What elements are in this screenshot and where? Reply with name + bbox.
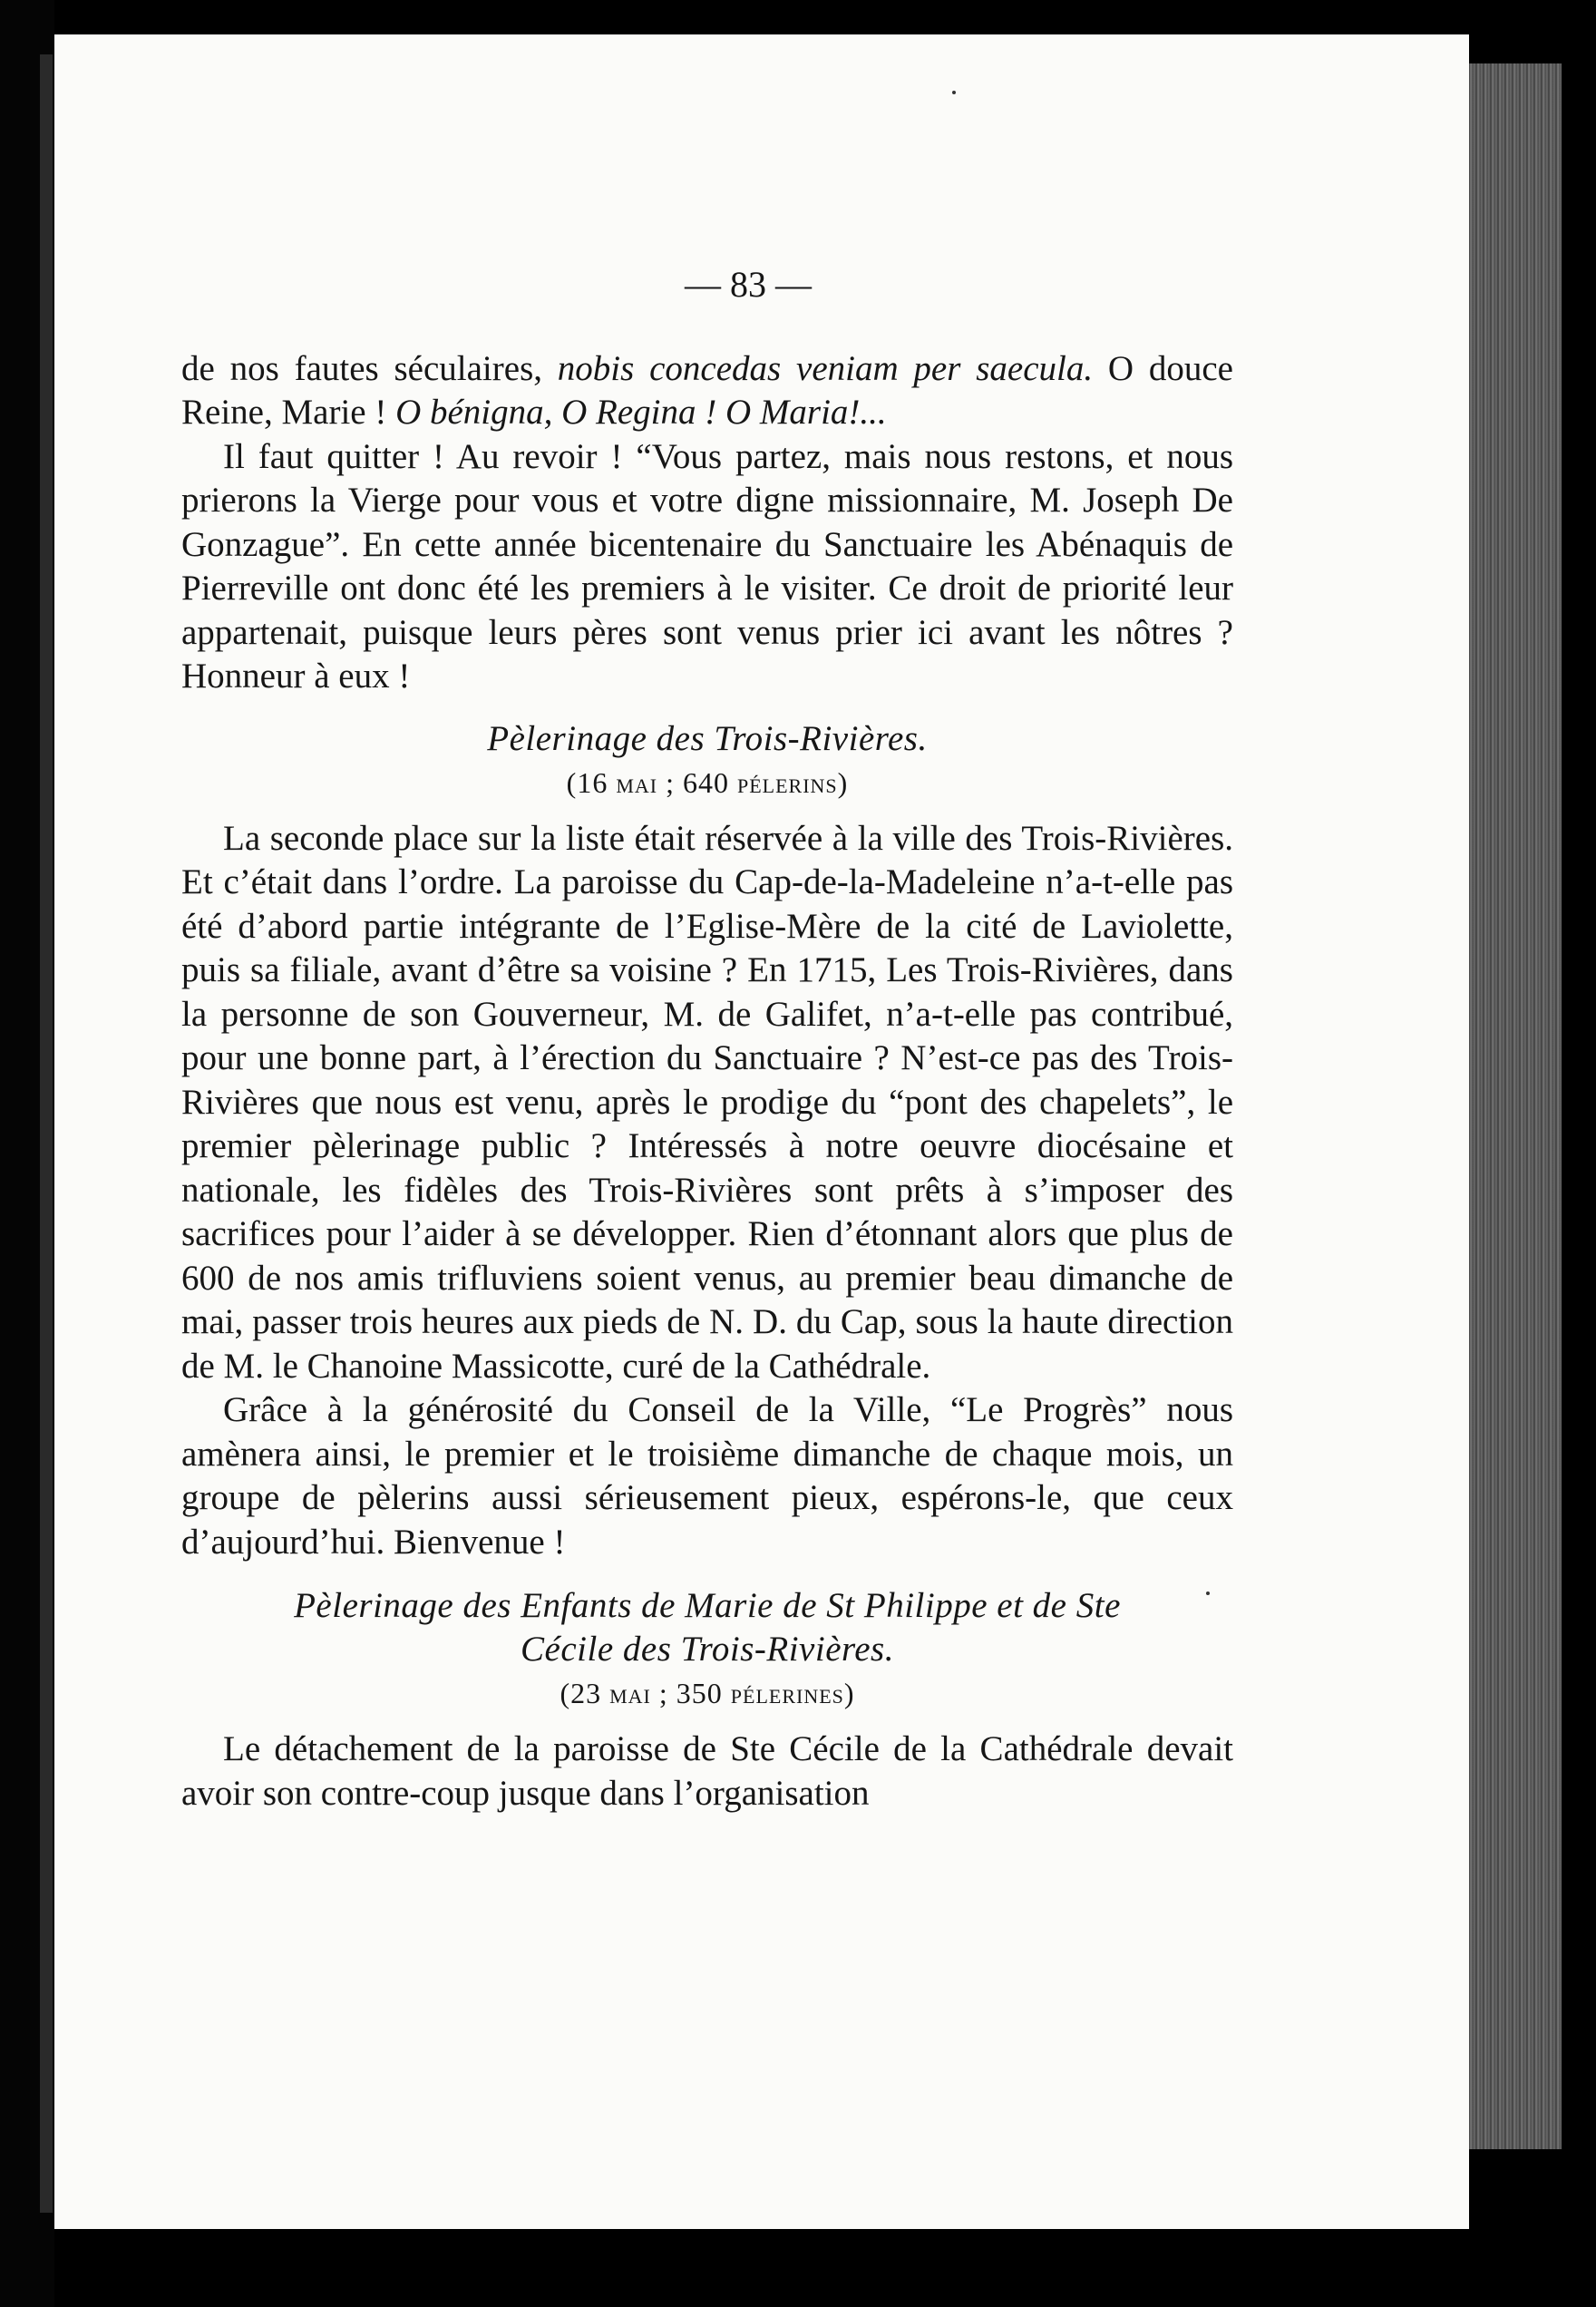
paragraph-intro: [181, 347, 1233, 435]
intro-lead: de nos fautes séculaires,: [181, 348, 558, 388]
page-number: — 83 —: [685, 264, 812, 305]
paragraph-progres: Grâce à la générosité du Conseil de la Ville, “Le Progrès” nous amènera ainsi, le premier et le troisième dimanche de chaque mois, un groupe de pèlerins aussi sérieusement pieux, espérons-le, que ceux d’aujourd’hui. Bienvenue !: [181, 1390, 1233, 1562]
paragraph-detachement: Le détachement de la paroisse de Ste Cécile de la Cathédrale devait avoir son contre-coup jusque dans l’organisation: [181, 1729, 1233, 1813]
scan-speck: [952, 91, 956, 94]
section-title-trois-rivieres: Pèlerinage des Trois-Rivières.: [487, 718, 928, 758]
paragraph-trois-rivieres: La seconde place sur la liste était réservée à la ville des Trois-Rivières. Et c’était dans l’ordre. La paroisse du Cap-de-la-Madeleine n’a-t-elle pas été d’abord partie intégrante de l’Eglise-Mère de la cité de Laviolette, puis sa filiale, avant d’être sa voisine ? En 1715, Les Trois-Rivières, dans la personne de son Gouverneur, M. de Galifet, n’a-t-elle pas contribué, pour une bonne part, à l’érection du Sanctuaire ? N’est-ce pas des Trois-Rivières que nous est venu, après le prodige du “pont des chapelets”, le premier pèlerinage public ? Intéressés à notre oeuvre diocésaine et nationale, les fidèles des Trois-Rivières sont prêts à s’imposer des sacrifices pour l’aider à se développer. Rien d’étonnant alors que plus de 600 de nos amis trifluviens soient venus, au premier beau dimanche de mai, passer trois heures aux pieds de N. D. du Cap, sous la haute direction de M. le Chanoine Massicotte, curé de la Cathédrale.: [181, 818, 1233, 1386]
section-title-enfants-de-marie-line2: Cécile des Trois-Rivières.: [521, 1630, 894, 1669]
left-page-binding: [40, 54, 53, 2213]
page-text: [181, 263, 1233, 1815]
section-info-trois-rivieres: (16 mai ; 640 pélerins): [566, 765, 849, 799]
paragraph-farewell: Il faut quitter ! Au revoir ! “Vous partez, mais nous restons, et nous prierons la Vierge pour vous et votre digne missionnaire, M. Joseph De Gonzague”. En cette année bicentenaire du Sanctuaire les Abénaquis de Pierreville ont donc été les premiers à le visiter. Ce droit de priorité leur appartenait, puisque leurs pères sont venus prier ici avant les nôtres ? Honneur à eux !: [181, 436, 1233, 696]
latin-phrase: nobis concedas veniam per saecula.: [557, 348, 1094, 388]
latin-invocation: O bénigna, O Regina ! O Maria!...: [395, 393, 887, 432]
section-info-enfants-de-marie: (23 mai ; 350 pélerines): [560, 1677, 855, 1709]
intro-mid: O douce Reine, Marie !: [181, 348, 1233, 432]
section-title-enfants-de-marie-line1: Pèlerinage des Enfants de Marie de St Philippe et de Ste: [294, 1586, 1121, 1625]
